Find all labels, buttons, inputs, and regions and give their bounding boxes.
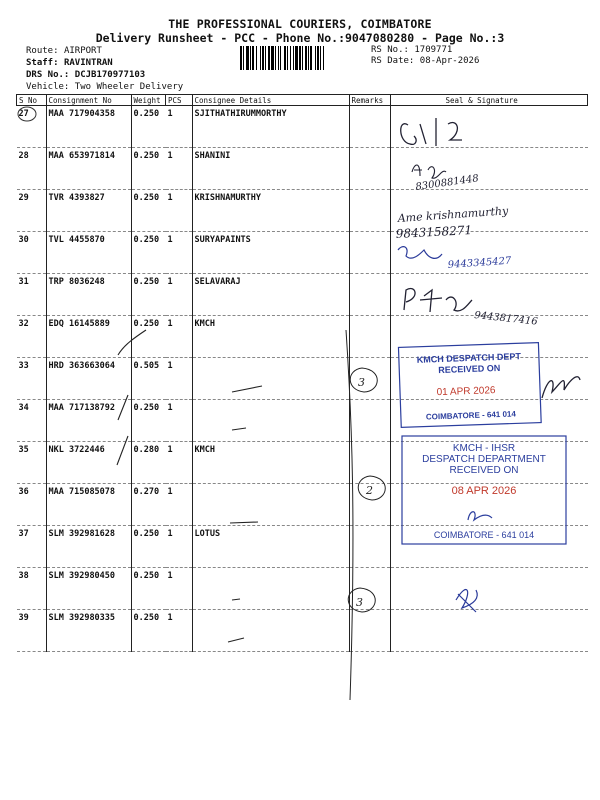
row-consignment: TVL 4455870 [46, 232, 131, 274]
barcode-bar [323, 46, 324, 70]
row-pcs: 1 [166, 274, 193, 316]
barcode-bar [310, 46, 312, 70]
row-consignee: LOTUS [192, 526, 349, 568]
table-row [17, 358, 588, 400]
stamp1-line2: RECEIVED ON [438, 362, 501, 376]
row-remarks [349, 484, 390, 526]
drs-label: DRS No.: [26, 70, 70, 80]
stamp1-city: COIMBATORE - 641 014 [425, 409, 516, 422]
barcode-bar [278, 46, 279, 70]
row-sno: 37 [17, 526, 47, 568]
row-sno: 39 [17, 610, 47, 652]
barcode-bar [262, 46, 264, 70]
row-pcs: 1 [166, 232, 193, 274]
row-pcs: 1 [166, 568, 193, 610]
row-consignee: SURYAPAINTS [192, 232, 349, 274]
col-weight: Weight [131, 95, 166, 106]
rs-no-value: 1709771 [414, 45, 453, 55]
row-weight: 0.250 [131, 316, 166, 358]
row-signature [390, 484, 588, 526]
table-row [17, 232, 588, 274]
table-header-row [17, 95, 588, 106]
row-signature [390, 190, 588, 232]
barcode-bar [284, 46, 286, 70]
row-sno: 32 [17, 316, 47, 358]
barcode-bar [317, 46, 319, 70]
row-consignee [192, 610, 349, 652]
row-sno: 34 [17, 400, 47, 442]
row-remarks [349, 106, 390, 148]
row-weight: 0.250 [131, 568, 166, 610]
row-weight: 0.270 [131, 484, 166, 526]
row-consignee [192, 400, 349, 442]
barcode-bar [275, 46, 276, 70]
rs-no-label: RS No.: [371, 45, 409, 55]
barcode-bar [295, 46, 298, 70]
row-signature [390, 568, 588, 610]
stamp2-date: 08 APR 2026 [451, 485, 517, 497]
row-weight: 0.280 [131, 442, 166, 484]
barcode-bar [246, 46, 249, 70]
table-row [17, 610, 588, 652]
row-signature [390, 442, 588, 484]
row-sno: 28 [17, 148, 47, 190]
barcode-bar [293, 46, 294, 70]
row-pcs: 1 [166, 106, 193, 148]
barcode-bar [287, 46, 288, 70]
barcode-bar [308, 46, 309, 70]
barcode-bar [250, 46, 251, 70]
rs-date-label: RS Date: [371, 56, 415, 66]
row-weight: 0.250 [131, 106, 166, 148]
row-sno: 35 [17, 442, 47, 484]
row-signature [390, 358, 588, 400]
row-remarks [349, 568, 390, 610]
row-pcs: 1 [166, 400, 193, 442]
row-consignment: SLM 392980450 [46, 568, 131, 610]
col-signature: Seal & Signature [390, 95, 588, 106]
barcode-bar [280, 46, 281, 70]
row-consignee: SHANINI [192, 148, 349, 190]
col-pcs: PCS [166, 95, 193, 106]
stamp1-date: 01 APR 2026 [436, 385, 496, 399]
row-remarks [349, 358, 390, 400]
row-consignee: KMCH [192, 316, 349, 358]
runsheet-title: Delivery Runsheet - PCC - Phone No.:9047080280 - Page No.:3 [95, 31, 505, 45]
row-sno: 30 [17, 232, 47, 274]
row-pcs: 1 [166, 484, 193, 526]
barcode-bar [243, 46, 244, 70]
vehicle-line [26, 81, 183, 93]
runsheet-table [16, 94, 588, 652]
row-remarks [349, 400, 390, 442]
barcode-bar [305, 46, 307, 70]
barcode-bar [302, 46, 303, 70]
table-row [17, 148, 588, 190]
row-remarks [349, 526, 390, 568]
route-value: AIRPORT [63, 46, 102, 56]
stamp2-city: COIMBATORE - 641 014 [433, 530, 535, 540]
row-consignee: KRISHNAMURTHY [192, 190, 349, 232]
barcode-bar [271, 46, 274, 70]
staff-value: RAVINTRAN [63, 58, 113, 68]
col-consignment: Consignment No [46, 95, 131, 106]
rs-date-value: 08-Apr-2026 [419, 56, 480, 66]
row-sno: 27 [17, 106, 47, 148]
row-weight: 0.250 [131, 526, 166, 568]
barcode-bar [240, 46, 242, 70]
row-remarks [349, 148, 390, 190]
stamp2-line2: DESPATCH DEPARTMENT [422, 454, 546, 465]
row-weight: 0.250 [131, 400, 166, 442]
row-remarks [349, 190, 390, 232]
row-consignee [192, 484, 349, 526]
row-pcs: 1 [166, 190, 193, 232]
rs-date-line [371, 56, 479, 67]
table-row [17, 484, 588, 526]
row-pcs: 1 [166, 610, 193, 652]
row-consignment: HRD 363663064 [46, 358, 131, 400]
row-weight: 0.250 [131, 148, 166, 190]
company-title: THE PROFESSIONAL COURIERS, COIMBATORE [168, 17, 432, 31]
route-line [26, 45, 102, 57]
barcode-bar [252, 46, 254, 70]
row-consignment: SLM 392981628 [46, 526, 131, 568]
table-row [17, 526, 588, 568]
row-signature [390, 106, 588, 148]
row-sno: 29 [17, 190, 47, 232]
row-remarks [349, 442, 390, 484]
row-weight: 0.250 [131, 190, 166, 232]
col-consignee: Consignee Details [192, 95, 349, 106]
row-signature [390, 316, 588, 358]
remark-circle-b-text: 2 [366, 484, 373, 497]
row-sno: 33 [17, 358, 47, 400]
table-row [17, 400, 588, 442]
row-consignment: TVR 4393827 [46, 190, 131, 232]
row-signature [390, 232, 588, 274]
table-row [17, 316, 588, 358]
row-weight: 0.250 [131, 610, 166, 652]
row-weight: 0.250 [131, 274, 166, 316]
barcode-bar [290, 46, 291, 70]
barcode-bar [268, 46, 270, 70]
row-consignment: TRP 8036248 [46, 274, 131, 316]
stamp2-line1: KMCH - IHSR [452, 443, 516, 454]
staff-label: Staff: [26, 58, 59, 68]
table-row [17, 190, 588, 232]
barcode-bar [256, 46, 257, 70]
barcode-bar [320, 46, 321, 70]
rs-info [371, 45, 479, 67]
row-consignment: MAA 653971814 [46, 148, 131, 190]
barcode-bar [265, 46, 266, 70]
stamp2-line3: RECEIVED ON [449, 465, 519, 476]
row-consignment: EDQ 16145889 [46, 316, 131, 358]
table-row [17, 568, 588, 610]
vehicle-label: Vehicle: [26, 82, 70, 92]
row-consignment: MAA 717904358 [46, 106, 131, 148]
row-sno: 31 [17, 274, 47, 316]
row-signature [390, 148, 588, 190]
row-weight: 0.250 [131, 232, 166, 274]
sig-29-name: Ame krishnamurthy [397, 204, 509, 225]
row-sno: 38 [17, 568, 47, 610]
drs-line [26, 69, 145, 81]
col-sno: S No [17, 95, 47, 106]
row-remarks [349, 274, 390, 316]
table-row [17, 274, 588, 316]
row-signature [390, 610, 588, 652]
row-consignment: MAA 715085078 [46, 484, 131, 526]
row-pcs: 1 [166, 442, 193, 484]
row-remarks [349, 610, 390, 652]
remark-circle-a-text: 3 [358, 376, 365, 389]
barcode-bar [260, 46, 261, 70]
vehicle-value: Two Wheeler Delivery [74, 82, 184, 92]
drs-value: DCJB170977103 [74, 70, 146, 80]
row-pcs: 1 [166, 526, 193, 568]
row-pcs: 1 [166, 358, 193, 400]
table-row [17, 106, 588, 148]
table-row [17, 442, 588, 484]
barcode [240, 46, 364, 70]
row-consignee [192, 568, 349, 610]
row-consignment: MAA 717138792 [46, 400, 131, 442]
rs-no-line [371, 45, 479, 56]
row-weight: 0.505 [131, 358, 166, 400]
sig-31-phone: 9443817416 [473, 310, 539, 328]
barcode-bar [315, 46, 316, 70]
row-remarks [349, 316, 390, 358]
sig-30-phone: 9443345427 [447, 255, 512, 271]
row-consignee: SJITHATHIRUMMORTHY [192, 106, 349, 148]
staff-line [26, 57, 113, 69]
stamp1-line1: KMCH DESPATCH DEPT [416, 351, 522, 365]
row-pcs: 1 [166, 148, 193, 190]
row-consignment: NKL 3722446 [46, 442, 131, 484]
row-consignee: SELAVARAJ [192, 274, 349, 316]
sig-28-phone: 8300881448 [414, 173, 480, 193]
row-signature [390, 400, 588, 442]
route-label: Route: [26, 46, 59, 56]
row-signature [390, 526, 588, 568]
sig-29-phone: 9843158271 [395, 223, 473, 241]
row-pcs: 1 [166, 316, 193, 358]
row-consignee [192, 358, 349, 400]
row-consignee: KMCH [192, 442, 349, 484]
row-remarks [349, 232, 390, 274]
barcode-bar [299, 46, 301, 70]
row-signature [390, 274, 588, 316]
row-sno: 36 [17, 484, 47, 526]
row-consignment: SLM 392980335 [46, 610, 131, 652]
col-remarks: Remarks [349, 95, 390, 106]
remark-circle-c-text: 3 [356, 596, 363, 609]
